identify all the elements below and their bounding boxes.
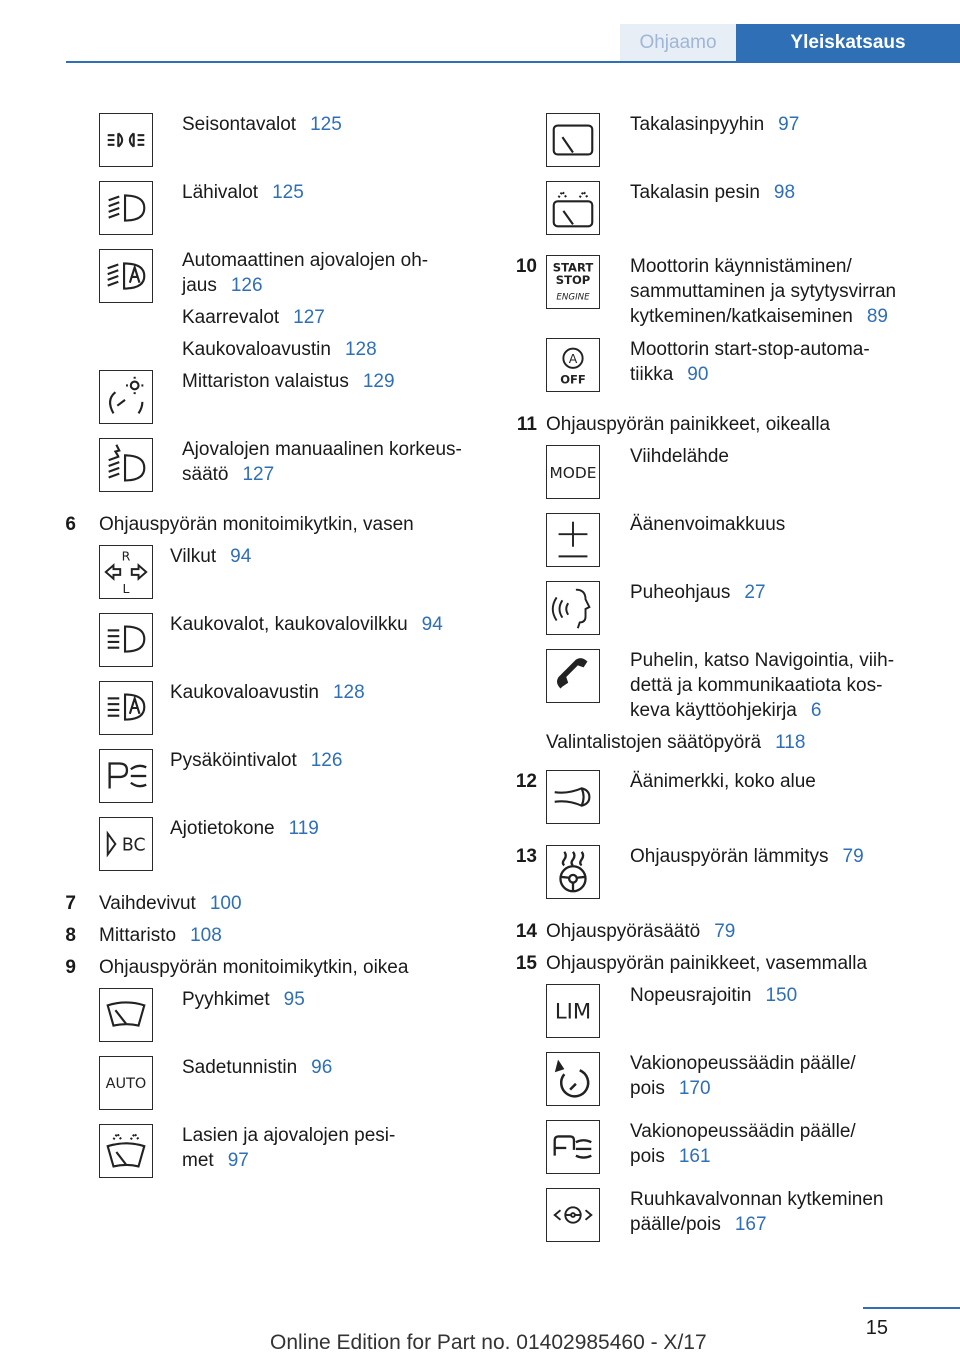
svg-text:L: L [122, 581, 130, 597]
rear-wiper-icon [546, 113, 600, 167]
page-link[interactable]: 89 [866, 306, 888, 327]
page-link[interactable]: 161 [678, 1146, 711, 1167]
phone-icon [546, 649, 600, 703]
page-link[interactable]: 6 [810, 700, 822, 721]
mode-button-icon [546, 445, 600, 499]
auto-headlight-icon [99, 249, 153, 303]
page-link[interactable]: 126 [310, 750, 343, 771]
item-ruuhkavalvonta-line1: Ruuhkavalvonnan kytkeminen [630, 1189, 884, 1210]
item-puheohjaus: Puheohjaus [630, 582, 731, 603]
page-link[interactable]: 98 [773, 182, 796, 203]
rear-washer-icon [546, 181, 600, 235]
page-link[interactable]: 127 [242, 464, 275, 485]
svg-text:ENGINE: ENGINE [556, 292, 590, 303]
item-ruuhkavalvonta-line2: päälle/pois [630, 1214, 721, 1235]
item-vakionopeussaadin2-line2: pois [630, 1146, 665, 1167]
svg-text:BC: BC [121, 835, 146, 856]
speed-limiter-icon [546, 984, 600, 1038]
page-link[interactable]: 79 [714, 921, 736, 942]
cruise-control-icon [546, 1052, 600, 1106]
section-number: 8 [65, 925, 76, 946]
item-vilkut: Vilkut [170, 546, 217, 567]
wiper-icon [99, 988, 153, 1042]
page-link[interactable]: 100 [209, 893, 242, 914]
item-vakionopeussaadin2-line1: Vakionopeussäädin päälle/ [630, 1121, 856, 1142]
page-link[interactable]: 94 [421, 614, 443, 635]
page-link[interactable]: 126 [230, 275, 263, 296]
page-link[interactable]: 127 [293, 307, 325, 328]
svg-text:START: START [552, 260, 594, 275]
page-link[interactable]: 125 [310, 114, 342, 135]
tab-yleiskatsaus[interactable]: Yleiskatsaus [736, 24, 960, 61]
volume-icon [546, 513, 600, 567]
edition-footer: Online Edition for Part no. 01402985460 - X/17 [270, 1331, 707, 1354]
item-nopeusrajoitin: Nopeusrajoitin [630, 985, 752, 1006]
section-number: 7 [65, 893, 76, 914]
item-seisontavalot: Seisontavalot [182, 114, 297, 135]
svg-text:STOP: STOP [555, 272, 591, 287]
high-beam-assist-icon [99, 681, 153, 735]
svg-text:AUTO: AUTO [105, 1075, 147, 1092]
auto-start-stop-icon [546, 338, 600, 392]
page-link[interactable]: 167 [734, 1214, 767, 1235]
svg-text:LIM: LIM [554, 998, 592, 1024]
page-link[interactable]: 129 [362, 371, 395, 392]
svg-text:MODE: MODE [549, 463, 597, 482]
page-link[interactable]: 128 [344, 339, 377, 360]
horn-icon [546, 770, 600, 824]
washer-icon [99, 1124, 153, 1178]
item-takalasinpyyhin: Takalasinpyyhin [630, 114, 765, 135]
page-link[interactable]: 118 [775, 732, 806, 753]
item-korkeussaato-line1: Ajovalojen manuaalinen korkeus- [182, 439, 462, 460]
section-title: Ohjauspyörän painikkeet, oikealla [546, 414, 831, 435]
item-automaattinen-line1: Automaattinen ajovalojen oh- [182, 250, 429, 271]
footer-rule [863, 1307, 960, 1309]
page-link[interactable]: 97 [227, 1150, 249, 1171]
item-vakionopeussaadin-line1: Vakionopeussäädin päälle/ [630, 1053, 856, 1074]
rain-sensor-icon [99, 1056, 153, 1110]
item-kaukovaloavustin: Kaukovaloavustin [170, 682, 319, 703]
page-link[interactable]: 95 [283, 989, 305, 1010]
item-moottorin-kaynnistaminen-line3: kytkeminen/katkaiseminen [630, 306, 853, 327]
item-ohjauspyoran-lammitys: Ohjauspyörän lämmitys [630, 846, 829, 867]
page-link[interactable]: 150 [765, 985, 798, 1006]
svg-text:OFF: OFF [560, 372, 586, 387]
section-title: Ohjauspyörän painikkeet, vasemmalla [546, 953, 868, 974]
svg-text:A: A [568, 351, 578, 367]
item-moottorin-kaynnistaminen-line2: sammuttaminen ja sytytysvirran [630, 281, 897, 302]
item-automaattinen-line2: jaus [182, 275, 217, 296]
item-mittariston-valaistus: Mittariston valaistus [182, 371, 349, 392]
item-lasien-pesimet-line1: Lasien ja ajovalojen pesi- [182, 1125, 396, 1146]
headlight-range-icon [99, 438, 153, 492]
item-ajotietokone: Ajotietokone [170, 818, 275, 839]
item-puhelin-line2: dettä ja kommunikaatiota kos- [630, 675, 883, 696]
page-link[interactable]: 170 [678, 1078, 711, 1099]
header-rule [66, 61, 960, 63]
section-number: 15 [515, 953, 537, 974]
page-link[interactable]: 119 [288, 818, 319, 839]
parking-lights-icon [99, 113, 153, 167]
item-lasien-pesimet-line2: met [182, 1150, 214, 1171]
item-aanenvoimakkuus: Äänenvoimakkuus [630, 514, 786, 535]
voice-control-icon [546, 581, 600, 635]
page-link[interactable]: 128 [332, 682, 365, 703]
section-number: 11 [516, 414, 537, 435]
turn-signal-icon [99, 545, 153, 599]
item-puhelin-line1: Puhelin, katso Navigointia, viih- [630, 650, 895, 671]
item-aanimerkki: Äänimerkki, koko alue [630, 771, 816, 792]
section-number: 9 [65, 957, 76, 978]
item-pysakointivalot: Pysäköintivalot [170, 750, 297, 771]
section-number: 10 [515, 256, 537, 277]
item-start-stop-automatiikka-line1: Moottorin start-stop-automa- [630, 339, 870, 360]
high-beam-icon [99, 613, 153, 667]
section-number: 14 [515, 921, 537, 942]
instrument-lighting-icon [99, 370, 153, 424]
item-start-stop-automatiikka-line2: tiikka [630, 364, 674, 385]
section-title: Ohjauspyörän monitoimikytkin, oikea [99, 957, 409, 978]
tab-ohjaamo[interactable]: Ohjaamo [620, 24, 736, 61]
item-kaarrevalot: Kaarrevalot [182, 307, 280, 328]
item-kaukovalot: Kaukovalot, kaukovalovilkku [170, 614, 408, 635]
item-puhelin-line3: keva käyttöohjekirja [630, 700, 797, 721]
board-computer-icon [99, 817, 153, 871]
item-vakionopeussaadin-line2: pois [630, 1078, 665, 1099]
low-beam-icon [99, 181, 153, 235]
steering-wheel-heating-icon [546, 845, 600, 899]
section-number: 6 [65, 514, 76, 535]
item-pyyhkimet: Pyyhkimet [182, 989, 270, 1010]
page-link[interactable]: 79 [842, 846, 864, 867]
section-number: 12 [515, 771, 537, 792]
page-link[interactable]: 108 [190, 925, 222, 946]
item-takalasin-pesin: Takalasin pesin [630, 182, 760, 203]
page-link[interactable]: 94 [230, 546, 252, 567]
section-title: Vaihdevivut [99, 893, 196, 914]
page-link[interactable]: 27 [744, 582, 766, 603]
section-title: Ohjauspyörän monitoimikytkin, vasen [99, 514, 414, 535]
item-sadetunnistin: Sadetunnistin [182, 1057, 298, 1078]
section-title: Mittaristo [99, 925, 177, 946]
start-stop-button-icon [546, 255, 600, 309]
item-korkeussaato-line2: säätö [182, 464, 229, 485]
parking-light-switch-icon [99, 749, 153, 803]
page-link[interactable]: 125 [272, 182, 304, 203]
page-link[interactable]: 96 [311, 1057, 333, 1078]
section-title: Ohjauspyöräsäätö [546, 921, 701, 942]
page-link[interactable]: 97 [778, 114, 800, 135]
page-number: 15 [865, 1317, 888, 1339]
item-moottorin-kaynnistaminen-line1: Moottorin käynnistäminen/ [630, 256, 852, 277]
item-lahivalot: Lähivalot [182, 182, 259, 203]
item-viihdelahde: Viihdelähde [630, 446, 729, 467]
traffic-jam-assistant-icon [546, 1188, 600, 1242]
item-kaukovaloavustin: Kaukovaloavustin [182, 339, 331, 360]
section-number: 13 [515, 846, 537, 867]
svg-text:R: R [121, 548, 131, 564]
page-link[interactable]: 90 [687, 364, 709, 385]
active-cruise-control-icon [546, 1120, 600, 1174]
item-valintalistojen-saatopyora: Valintalistojen säätöpyörä [546, 732, 762, 753]
